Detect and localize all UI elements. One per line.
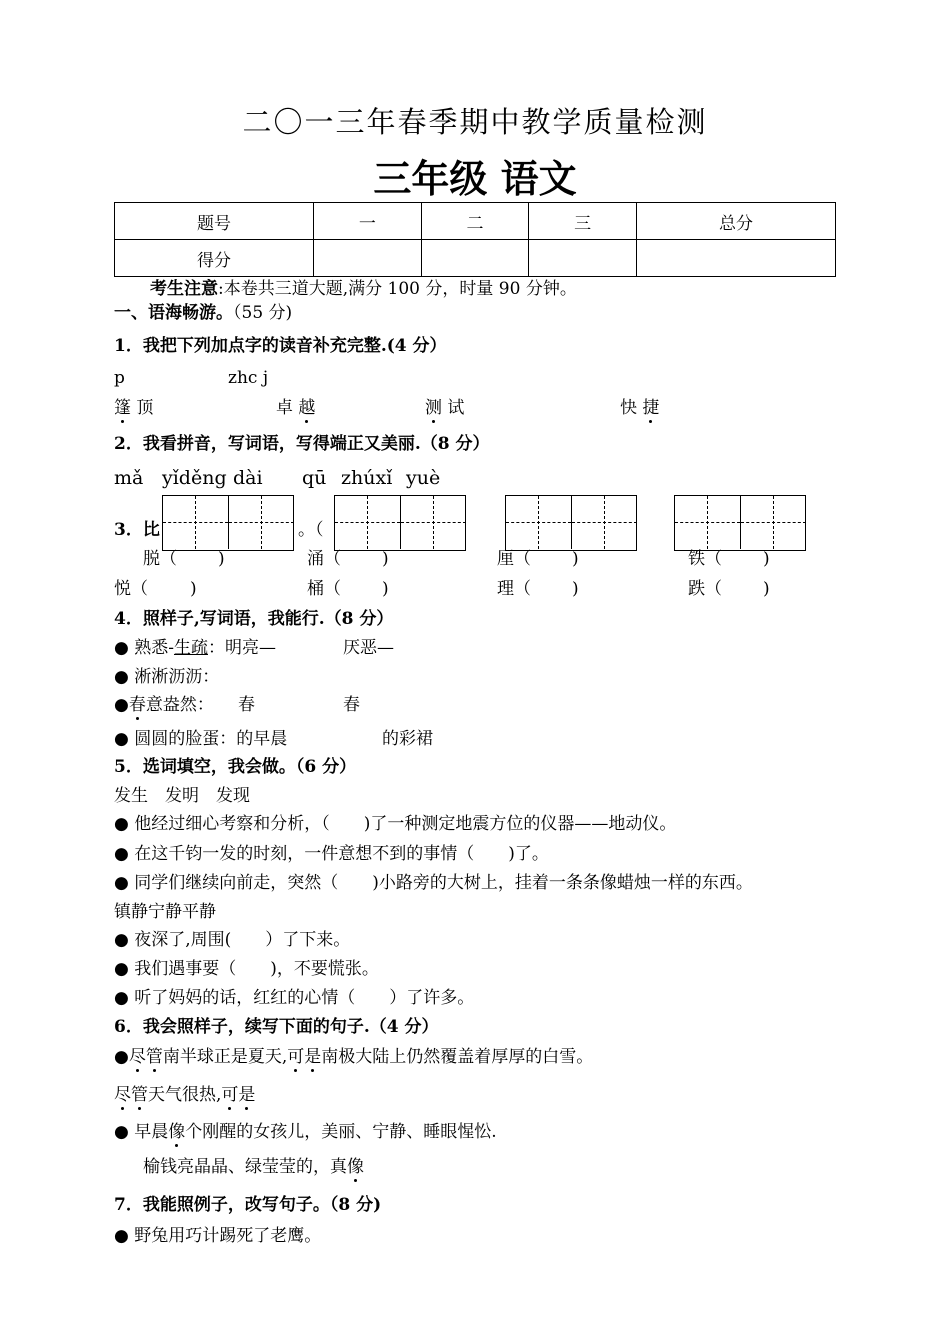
score-table-cell: 题号 (115, 203, 314, 240)
q4-text: 厌恶— (343, 638, 394, 658)
q6-sentence (114, 1085, 255, 1105)
q1-word (114, 398, 153, 418)
question-3-tail: 。（ (298, 520, 324, 540)
q4-line: ● 圆圆的脸蛋：的早晨 (114, 729, 288, 749)
q6-text: ● 早晨 (114, 1122, 169, 1142)
q4-text: ：明亮— (207, 638, 276, 658)
question-2-title: 2．我看拼音，写词语，写得端正又美丽.（8 分） (114, 434, 490, 454)
plain-char: 顶 (131, 398, 154, 418)
q3-char: 跌（ (688, 579, 722, 599)
grid-cell[interactable] (572, 496, 637, 549)
score-table-header-row (115, 203, 836, 240)
grid-cell[interactable] (335, 496, 401, 549)
q5-sentence: ● 我们遇事要（ )，不要慌张。 (114, 959, 379, 979)
q5-sentence: ● 同学们继续向前走，突然（ )小路旁的大树上，挂着一条条像蜡烛一样的东西。 (114, 873, 753, 893)
exam-notice (150, 279, 577, 299)
q3-paren: ) (572, 579, 579, 599)
q3-char: 涌（ (307, 549, 341, 569)
score-input-cell[interactable] (636, 240, 835, 277)
dotted-char: 越 (298, 398, 316, 418)
q4-line (114, 695, 214, 715)
dotted-char: 是 (304, 1047, 322, 1067)
dotted-char: 可 (287, 1047, 305, 1067)
q1-pinyin: zhc j (228, 368, 269, 388)
q7-sentence: ● 野兔用巧计踢死了老鹰。 (114, 1226, 322, 1246)
q3-char: 理（ (497, 579, 531, 599)
dotted-char: 春 (128, 695, 146, 715)
question-4-title: 4．照样子,写词语，我能行.（8 分） (114, 609, 394, 629)
score-table-cell: 总分 (636, 203, 835, 240)
dotted-char: 可 (221, 1085, 239, 1105)
section-score: （55 分) (233, 303, 293, 323)
grid-cell[interactable] (741, 496, 806, 549)
q2-pinyin: zhúxǐ (341, 467, 393, 489)
q6-text: 天气很热, (148, 1085, 222, 1105)
q6-sentence (114, 1122, 497, 1142)
writing-grid[interactable] (674, 495, 806, 551)
dotted-char: 尽 (128, 1047, 146, 1067)
q3-paren: ) (572, 549, 579, 569)
score-table-cell: 一 (314, 203, 422, 240)
q3-char: 厘（ (497, 549, 531, 569)
q1-word (425, 398, 464, 418)
q4-line (114, 638, 276, 658)
section-1-heading (114, 303, 292, 323)
question-3-title: 3．比 (114, 520, 160, 540)
q5-choices: 镇静宁静平静 (114, 902, 216, 922)
q6-sentence (143, 1157, 364, 1177)
notice-text: :本卷共三道大题,满分 100 分，时量 90 分钟。 (218, 279, 577, 299)
q3-char: 桶（ (307, 579, 341, 599)
dotted-char: 捷 (642, 398, 660, 418)
q2-pinyin: mǎ (114, 467, 144, 489)
dotted-char: 篷 (114, 398, 131, 418)
score-table-cell: 得分 (115, 240, 314, 277)
q4-text: 的彩裙 (382, 729, 433, 749)
dotted-char: 尽 (114, 1085, 131, 1105)
question-5-title: 5．选词填空，我会做。（6 分） (114, 757, 357, 777)
q3-char: 脱（ (143, 549, 177, 569)
q2-pinyin: qū (302, 467, 327, 489)
plain-char: 试 (442, 398, 465, 418)
q3-paren: ) (382, 579, 389, 599)
q3-paren: ) (763, 549, 770, 569)
grid-cell[interactable] (229, 496, 294, 549)
q2-pinyin: yǐděng (162, 467, 227, 489)
grid-cell[interactable] (401, 496, 466, 549)
question-6-title: 6．我会照样子，续写下面的句子.（4 分） (114, 1017, 439, 1037)
bullet: ● (114, 1047, 129, 1067)
q4-text: 意盎然： (145, 695, 214, 715)
plain-char: 快 (620, 398, 643, 418)
q5-sentence: ● 夜深了,周围( ）了下来。 (114, 930, 351, 950)
q6-text: 个刚醒的女孩儿，美丽、宁静、睡眼惺忪. (185, 1122, 497, 1142)
q4-line: ● 淅淅沥沥： (114, 667, 220, 687)
q1-pinyin: p (114, 368, 125, 388)
grid-cell[interactable] (675, 496, 741, 549)
q6-text: 南半球正是夏天, (162, 1047, 288, 1067)
q1-word (620, 398, 659, 418)
grid-cell[interactable] (506, 496, 572, 549)
q3-paren: ) (382, 549, 389, 569)
notice-label: 考生注意 (150, 279, 218, 299)
q6-text: 榆钱亮晶晶、绿莹莹的，真 (143, 1157, 347, 1177)
q3-paren: ) (190, 579, 197, 599)
dotted-char: 管 (145, 1047, 163, 1067)
question-1-title: 1．我把下列加点字的读音补充完整.(4 分） (114, 336, 447, 356)
score-table (114, 202, 836, 277)
dotted-char: 管 (131, 1085, 148, 1105)
q5-sentence: ● 他经过细心考察和分析，（ )了一种测定地震方位的仪器——地动仪。 (114, 814, 677, 834)
q2-pinyin: yuè (406, 467, 441, 489)
q3-char: 铁（ (688, 549, 722, 569)
dotted-char: 像 (168, 1122, 186, 1142)
q2-pinyin: dài (233, 467, 263, 489)
q3-paren: ) (763, 579, 770, 599)
grid-cell[interactable] (163, 496, 229, 549)
q3-paren: ) (218, 549, 225, 569)
exam-subtitle: 三年级 语文 (373, 156, 577, 201)
q3-char: 悦（ (114, 579, 148, 599)
q6-sentence (114, 1047, 593, 1067)
dotted-char: 测 (425, 398, 442, 418)
section-heading-text: 一、语海畅游。 (114, 303, 233, 323)
q4-example-word: 生疏 (173, 638, 208, 658)
writing-grid[interactable] (162, 495, 294, 551)
score-input-cell[interactable] (529, 240, 637, 277)
question-7-title: 7．我能照例子，改写句子。（8 分) (114, 1195, 382, 1215)
q5-sentence: ● 在这千钧一发的时刻，一件意想不到的事情（ )了。 (114, 844, 549, 864)
score-input-cell[interactable] (314, 240, 422, 277)
q5-sentence: ● 听了妈妈的话，红红的心情（ ）了许多。 (114, 988, 475, 1008)
score-table-cell: 二 (421, 203, 529, 240)
dotted-char: 是 (238, 1085, 256, 1105)
bullet: ● (114, 695, 129, 715)
plain-char: 卓 (276, 398, 299, 418)
q1-word (276, 398, 315, 418)
q6-text: 南极大陆上仍然覆盖着厚厚的白雪。 (321, 1047, 594, 1067)
score-input-cell[interactable] (421, 240, 529, 277)
q4-text: 春 (343, 695, 360, 715)
score-table-cell: 三 (529, 203, 637, 240)
writing-grid[interactable] (505, 495, 637, 551)
exam-title: 二〇一三年春季期中教学质量检测 (242, 105, 708, 139)
score-table-score-row (115, 240, 836, 277)
dotted-char: 像 (347, 1157, 364, 1177)
q4-text: 春 (238, 695, 255, 715)
q5-choices: 发生 发明 发现 (114, 786, 250, 806)
q4-text: ● 熟悉- (114, 638, 174, 658)
writing-grid[interactable] (334, 495, 466, 551)
